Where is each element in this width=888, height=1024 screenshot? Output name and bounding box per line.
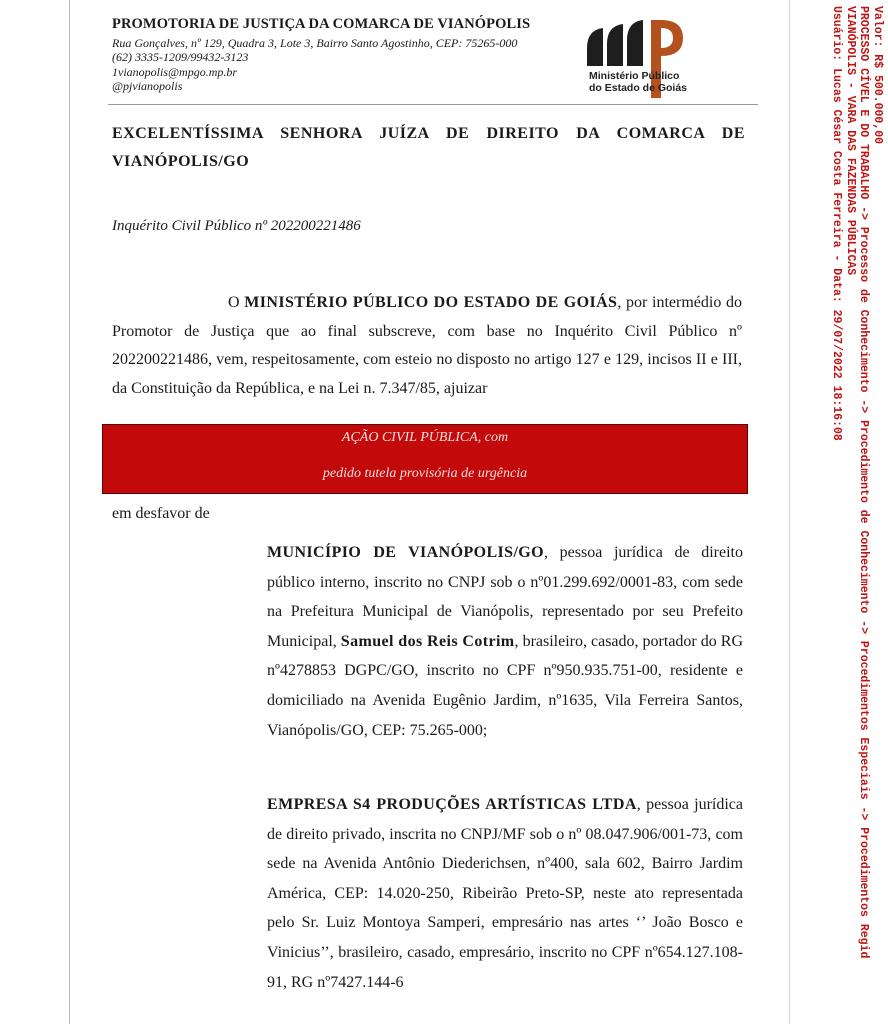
logo-caption [589, 70, 687, 94]
defendant-municipality-name: MUNICÍPIO DE VIANÓPOLIS/GO [267, 544, 544, 561]
inquerito-reference: Inquérito Civil Público nº 202200221486 [112, 218, 361, 234]
defendant-company-text: , pessoa jurídica de direito privado, inscrita no CNPJ/MF sob o nº 08.047.906/001-73, com sede na Avenida Antônio Diederichsen, nº400, sala 602, Bairro Jardim América, CEP: 14.020-250, Ribeirão Preto-SP, neste ato representada pelo Sr. Luiz Montoya Samperi, empresário nas artes ‘’ João Bosco e Vinicius’’, brasileiro, casado, empresário, inscrito no CPF nº654.127.108-91, RG nº7427.144-6 [267, 796, 743, 991]
letterhead-title: PROMOTORIA DE JUSTIÇA DA COMARCA DE VIANÓPOLIS [112, 16, 531, 32]
action-banner [102, 424, 748, 494]
defendant-company-name: EMPRESA S4 PRODUÇÕES ARTÍSTICAS LTDA [267, 796, 637, 813]
action-title: AÇÃO CIVIL PÚBLICA, com [341, 430, 509, 445]
stamp-value: Valor: R$ 500.000,00 [871, 6, 884, 145]
court-side-stamp-text [830, 6, 884, 1024]
letterhead-email: 1vianopolis@mpgo.mp.br [112, 64, 238, 79]
letterhead-social: @pjvianopolis [112, 78, 183, 93]
mayor-details: , brasileiro, casado, portador do RG nº4278853 DGPC/GO, inscrito no CPF nº950.935.751-00, residente e domiciliado na Avenida Eugênio Jardim, nº1635, Vila Ferreira Santos, Vianópolis/GO, CEP: 75.265-000; [267, 632, 744, 739]
intro-paragraph [112, 289, 742, 403]
desfavor-label: em desfavor de [112, 505, 210, 522]
mayor-name: Samuel dos Reis Cotrim [340, 632, 515, 650]
letterhead-address: Rua Gonçalves, nº 129, Quadra 3, Lote 3, Bairro Santo Agostinho, CEP: 75265-000 [112, 36, 518, 50]
stamp-court: VIANÓPOLIS - VARA DAS FAZENDAS PÚBLICAS [844, 6, 857, 276]
stamp-procedure: PROCESSO CÍVEL E DO TRABALHO -> Processo de Conhecimento -> Procedimento de Conhecimento -> Procedimentos Especiais -> Procedimentos Regid [857, 6, 871, 959]
page-edge-left [69, 0, 70, 1024]
defendant-company [267, 790, 743, 997]
action-subtitle: pedido tutela provisória de urgência [322, 466, 528, 481]
court-side-stamp [814, 6, 884, 1024]
intro-article: O [228, 294, 240, 311]
logo-caption-line1: Ministério Público [589, 70, 680, 82]
intro-org-name: MINISTÉRIO PÚBLICO DO ESTADO DE GOIÁS [244, 294, 618, 311]
defendant-municipality-text: , pessoa jurídica de direito público interno, inscrito no CNPJ sob o nº01.299.692/0001-83, com sede na Prefeitura Municipal de Vianópolis, representado por seu Prefeito Municipal, [267, 544, 743, 650]
addressee: EXCELENTÍSSIMA SENHORA JUÍZA DE DIREITO DA COMARCA DE VIANÓPOLIS/GO [112, 125, 745, 170]
intro-text: , por intermédio do Promotor de Justiça que ao final subscreve, com base no Inquérito Civil Público nº 202200221486, vem, respeitosamente, com esteio no disposto no artigo 127 e 129, incisos II e III, da Constituição da República, e na Lei n. 7.347/85, ajuizar [112, 294, 743, 397]
logo-caption-line2: do Estado de Goiás [589, 82, 688, 94]
letterhead [112, 16, 562, 93]
page-edge-right [789, 0, 790, 1024]
stamp-user-date: Usuário: Lucas César Costa Ferreira - Data: 29/07/2022 18:16:08 [830, 6, 844, 441]
defendant-municipality [267, 538, 743, 745]
letterhead-phone: (62) 3335-1209/99432-3123 [112, 50, 249, 65]
header-divider [108, 104, 758, 105]
